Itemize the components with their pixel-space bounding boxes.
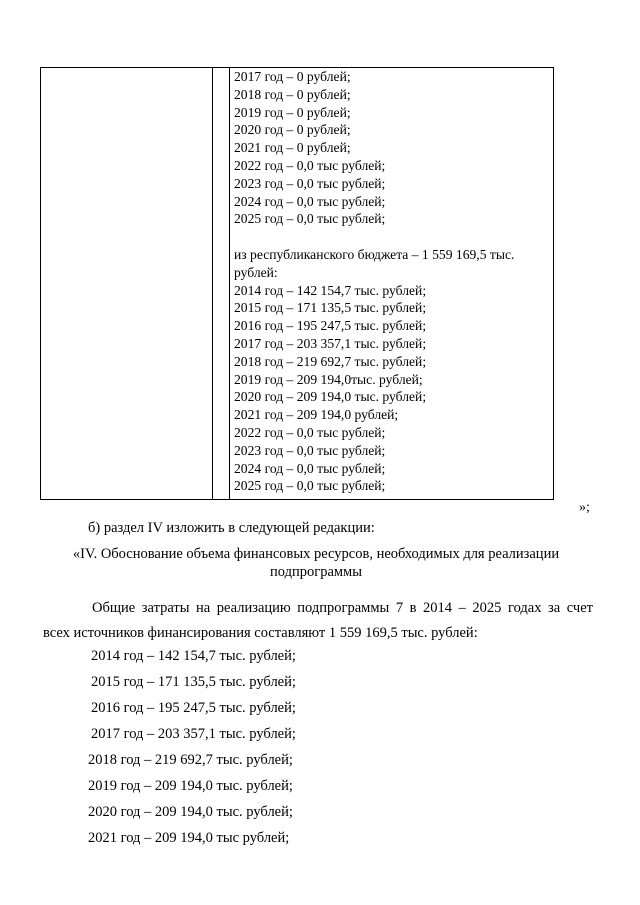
table-line: 2020 год – 209 194,0 тыс. рублей; — [234, 389, 427, 405]
table-line: 2018 год – 219 692,7 тыс. рублей; — [234, 353, 427, 369]
year-line: 2020 год – 209 194,0 тыс. рублей; — [88, 804, 293, 820]
section-heading: «IV. Обоснование объема финансовых ресурсов, необходимых для реализации подпрограммы — [72, 546, 560, 580]
year-line: 2017 год – 203 357,1 тыс. рублей; — [91, 726, 296, 742]
table-line: 2018 год – 0 рублей; — [234, 86, 351, 102]
table-line: 2021 год – 209 194,0 рублей; — [234, 407, 399, 423]
table-column-divider — [229, 68, 230, 499]
table-line: 2017 год – 0 рублей; — [234, 69, 351, 84]
republican-budget-intro: из республиканского бюджета – 1 559 169,5 тыс. рублей: — [234, 246, 515, 280]
table-line: 2022 год – 0,0 тыс рублей; — [234, 157, 386, 173]
table-line: 2016 год – 195 247,5 тыс. рублей; — [234, 318, 427, 334]
table-line: 2019 год – 209 194,0тыс. рублей; — [234, 371, 423, 387]
year-line: 2015 год – 171 135,5 тыс. рублей; — [91, 674, 296, 690]
table-line: 2025 год – 0,0 тыс рублей; — [234, 478, 386, 494]
closing-quote: »; — [579, 500, 590, 515]
total-cost-paragraph — [43, 596, 593, 646]
table-line: 2014 год – 142 154,7 тыс. рублей; — [234, 282, 427, 298]
table-line: 2020 год – 0 рублей; — [234, 122, 351, 138]
table-line: 2022 год – 0,0 тыс рублей; — [234, 424, 386, 440]
table-line: 2024 год – 0,0 тыс рублей; — [234, 460, 386, 476]
table-column-divider — [212, 68, 213, 499]
table-line: 2025 год – 0,0 тыс рублей; — [234, 211, 386, 227]
table-line: 2015 год – 171 135,5 тыс. рублей; — [234, 300, 427, 316]
table-line: 2023 год – 0,0 тыс рублей; — [234, 442, 386, 458]
year-line: 2018 год – 219 692,7 тыс. рублей; — [88, 752, 293, 768]
line-gap — [234, 228, 552, 246]
table-line: 2021 год – 0 рублей; — [234, 140, 351, 156]
year-line: 2016 год – 195 247,5 тыс. рублей; — [91, 700, 296, 716]
financing-cell — [234, 68, 552, 495]
year-line: 2019 год – 209 194,0 тыс. рублей; — [88, 778, 293, 794]
financing-table — [40, 67, 554, 500]
table-line: 2024 год – 0,0 тыс рублей; — [234, 193, 386, 209]
year-line: 2021 год – 209 194,0 тыс рублей; — [88, 830, 290, 846]
paragraph-line: всех источников финансирования составляют 1 559 169,5 тыс. рублей: — [43, 625, 478, 641]
subsection-b-instruction: б) раздел IV изложить в следующей редакции: — [88, 520, 375, 536]
table-line: 2017 год – 203 357,1 тыс. рублей; — [234, 335, 427, 351]
table-line: 2019 год – 0 рублей; — [234, 104, 351, 120]
table-line: 2023 год – 0,0 тыс рублей; — [234, 175, 386, 191]
paragraph-line: Общие затраты на реализацию подпрограммы 7 в 2014 – 2025 годах за счет — [92, 600, 593, 616]
year-line: 2014 год – 142 154,7 тыс. рублей; — [91, 648, 296, 664]
